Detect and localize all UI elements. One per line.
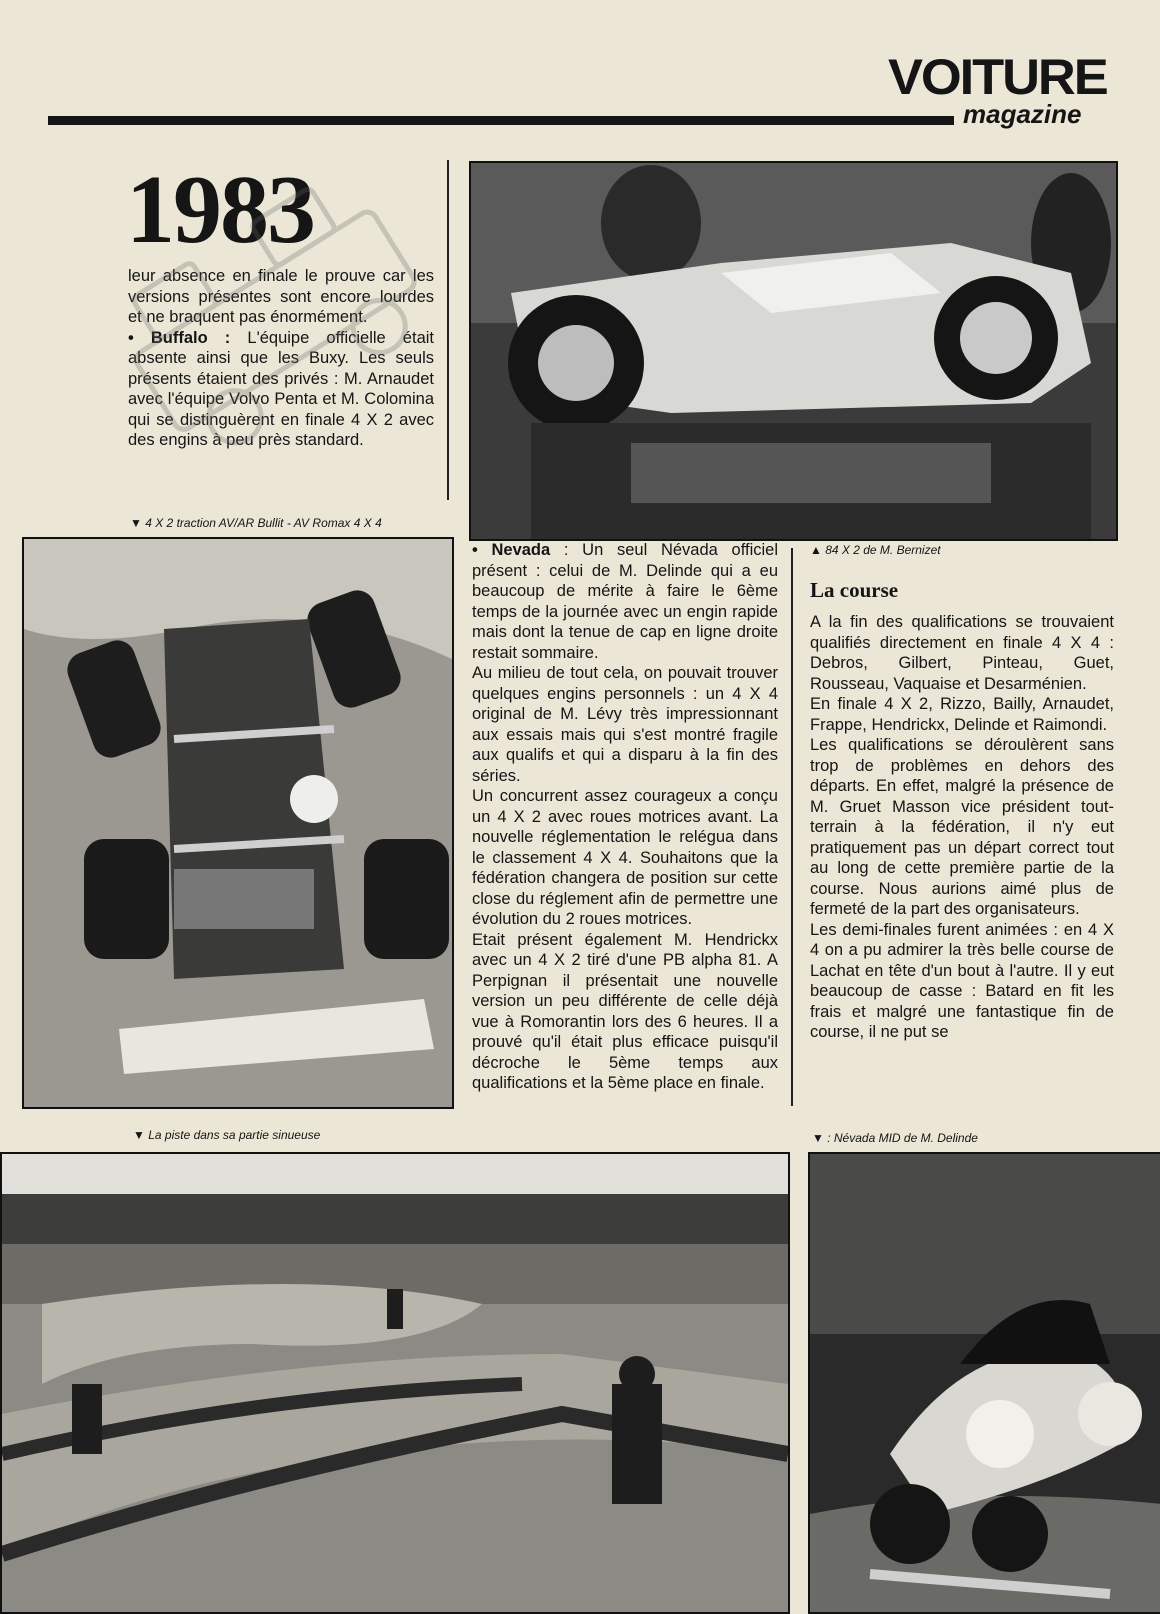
right-paragraph-3: Les qualifications se déroulèrent sans trop de problèmes en dehors des départs. En effet, malgré la présence de M. Gruet Masson vice président tout-terrain à la fédération, il n'y eut pratiquement pas un départ correct tout au long de cette première partie de la course. Nous aurions aimé plus de fermeté de la part des organisateurs. xyxy=(810,736,1114,918)
nevada-lead: • Nevada xyxy=(472,541,551,559)
caption-nevada-delinde: ▼ : Névada MID de M. Delinde xyxy=(812,1131,978,1145)
right-paragraph-4: Les demi-finales furent animées : en 4 X 4 on a pu admirer la très belle course de Lachat en tête d'un bout à l'autre. Il y eut beaucoup de casse : Batard en fit les frais et malgré une fantastique fin de course, il ne put se xyxy=(810,920,1114,1041)
right-paragraph-2: En finale 4 X 2, Rizzo, Bailly, Arnaudet, Frappe, Hendrickx, Delinde et Raimondi. xyxy=(810,695,1114,734)
nevada-paragraph: • Nevada : Un seul Névada officiel présent : celui de M. Delinde qui a eu beaucoup de mérite à faire le 6ème temps de la journée avec un engin rapide mais dont la tenue de cap en ligne droite restait sommaire. xyxy=(472,541,778,662)
middle-paragraph-4: Etait présent également M. Hendrickx avec un 4 X 2 tiré d'une PB alpha 81. A Perpignan il présentait une nouvelle version un peu différente de celle déjà vue à Romorantin lors des 6 heures. Il a prouvé qu'il était plus efficace puisqu'il décroche le 5ème temps aux qualifications et la 5ème place en finale. xyxy=(472,930,778,1092)
right-column-text xyxy=(810,612,1114,1043)
left-paragraph-1: leur absence en finale le prouve car les versions présentes sont encore lourdes et ne braquent pas énormément. xyxy=(128,267,434,326)
middle-column-text xyxy=(472,540,778,1094)
middle-paragraph-2: Au milieu de tout cela, on pouvait trouver quelques engins personnels : un 4 X 4 original de M. Lévy très impressionnant aux essais mais qui s'est montré fragile aux qualifs et qui a disparu à la fin des séries. xyxy=(472,664,778,785)
left-column-text xyxy=(128,266,434,451)
caption-bernizet: ▲ 84 X 2 de M. Bernizet xyxy=(810,543,941,557)
magazine-logo-title: VOITURE xyxy=(888,49,1107,105)
page-title-year: 1983 xyxy=(126,156,314,264)
magazine-logo-subtitle: magazine xyxy=(963,99,1082,129)
column-divider xyxy=(447,160,449,500)
photo-chassis-4x2 xyxy=(22,537,454,1109)
header-rule xyxy=(48,116,954,125)
caption-bullit-romax: ▼ 4 X 2 traction AV/AR Bullit - AV Romax 4 X 4 xyxy=(130,516,382,530)
photo-nevada-mid-jump xyxy=(808,1152,1160,1614)
section-heading-la-course: La course xyxy=(810,578,899,602)
right-paragraph-1: A la fin des qualifications se trouvaient qualifiés directement en finale 4 X 4 : Debros, Gilbert, Pinteau, Guet, Rousseau, Vaquaise et Desarménien. xyxy=(810,613,1114,693)
caption-piste: ▼ La piste dans sa partie sinueuse xyxy=(133,1128,321,1142)
left-paragraph-2: • Buffalo : L'équipe officielle était absente ainsi que les Buxy. Les seuls présents étaient des privés : M. Arnaudet avec l'équipe Volvo Penta et M. Colomina qui se distinguèrent en finale 4 X 2 avec des engins à peu près standard. xyxy=(128,328,434,449)
middle-paragraph-3: Un concurrent assez courageux a conçu un 4 X 2 avec roues motrices avant. La nouvelle réglementation le relégua dans le classement 4 X 4. Souhaitons que la fédération changera de position sur cette close du réglement afin de permettre une évolution du 2 roues motrices. xyxy=(472,787,778,928)
column-divider-right xyxy=(791,548,793,1106)
buffalo-lead: • Buffalo : xyxy=(128,328,231,347)
photo-track-sinuous xyxy=(0,1152,790,1614)
photo-buggy-bernizet xyxy=(469,161,1118,541)
